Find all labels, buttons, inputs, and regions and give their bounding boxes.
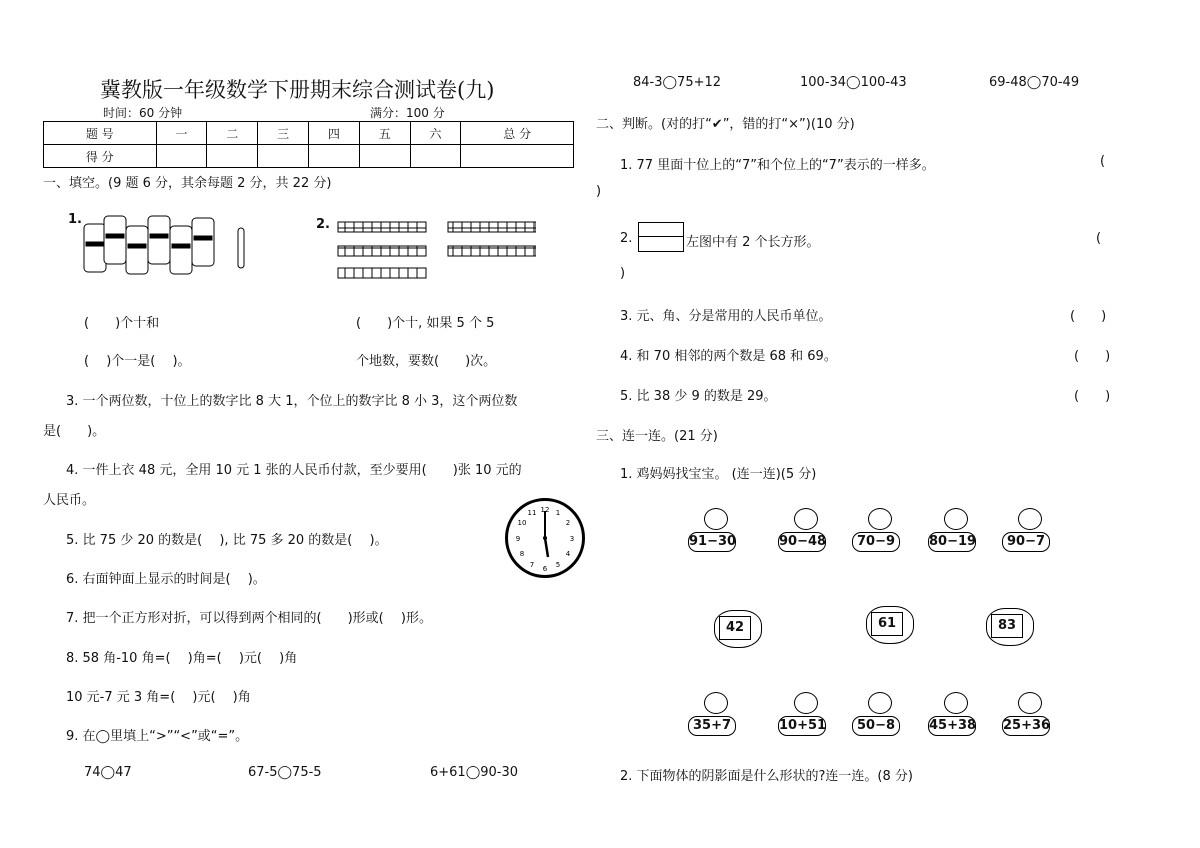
svg-text:8: 8 xyxy=(519,550,525,558)
chick-icon xyxy=(1018,692,1042,714)
single-stick xyxy=(238,228,244,268)
section-2-heading: 二、判断。(对的打“✔”，错的打“×”)(10 分) xyxy=(596,117,855,132)
chick-icon xyxy=(704,508,728,530)
chick-icon xyxy=(794,692,818,714)
judge-q1-paren-close[interactable]: ) xyxy=(596,184,602,199)
page-title: 冀教版一年级数学下册期末综合测试卷(九) xyxy=(100,78,495,102)
rectangle-divider xyxy=(639,236,683,237)
chick-card[interactable] xyxy=(778,508,830,554)
q2-line-b: 个地数，要数( )次。 xyxy=(356,354,497,369)
judge-q4-answer[interactable]: ( ) xyxy=(1074,349,1111,364)
chick-card[interactable] xyxy=(852,508,904,554)
hen-card[interactable] xyxy=(858,596,918,646)
chick-icon xyxy=(1018,508,1042,530)
chick-icon xyxy=(794,508,818,530)
score-input-cell[interactable] xyxy=(156,145,207,168)
q9-compare-item[interactable]: 84-3◯75+12 xyxy=(633,75,722,90)
judge-q2-number: 2. xyxy=(620,231,633,246)
svg-text:4: 4 xyxy=(565,550,571,558)
section-1-heading: 一、填空。(9 题 6 分，其余每题 2 分，共 22 分) xyxy=(43,176,332,191)
chick-expression: 91−30 xyxy=(688,532,736,552)
q2-line-a: ( )个十, 如果 5 个 5 xyxy=(356,316,495,331)
chick-expression: 90−7 xyxy=(1002,532,1050,552)
score-table-cell: 题 号 xyxy=(44,122,157,145)
svg-text:10: 10 xyxy=(517,519,527,527)
score-table-cell: 三 xyxy=(258,122,309,145)
svg-text:11: 11 xyxy=(527,509,537,517)
score-table-cell: 四 xyxy=(308,122,359,145)
score-table-header-row xyxy=(44,122,574,145)
score-input-cell[interactable] xyxy=(359,145,410,168)
score-input-cell[interactable] xyxy=(461,145,574,168)
score-table-score-row xyxy=(44,145,574,168)
chick-icon xyxy=(868,692,892,714)
score-table-cell: 得 分 xyxy=(44,145,157,168)
q9-compare-item[interactable]: 74◯47 xyxy=(84,765,132,780)
q9-compare-item[interactable]: 6+61◯90-30 xyxy=(430,765,519,780)
exam-time: 时间：60 分钟 xyxy=(103,106,183,120)
judge-q2-text: 左图中有 2 个长方形。 xyxy=(686,235,820,250)
judge-q5-answer[interactable]: ( ) xyxy=(1074,389,1111,404)
q4-line-a: 4. 一件上衣 48 元，全用 10 元 1 张的人民币付款，至少要用( )张 10 元的 xyxy=(66,463,522,478)
match-q1-text: 1. 鸡妈妈找宝宝。 (连一连)(5 分) xyxy=(620,467,817,482)
chick-card[interactable] xyxy=(928,692,980,738)
judge-q1-paren-open[interactable]: ( xyxy=(1100,154,1106,169)
stick-bundle-6 xyxy=(192,218,214,266)
score-table-cell: 一 xyxy=(156,122,207,145)
hen-number: 61 xyxy=(871,612,903,636)
chick-card[interactable] xyxy=(778,692,830,738)
score-input-cell[interactable] xyxy=(308,145,359,168)
section-3-heading: 三、连一连。(21 分) xyxy=(596,429,718,444)
match-q2-text: 2. 下面物体的阴影面是什么形状的?连一连。(8 分) xyxy=(620,769,913,784)
bundles-of-sticks-image xyxy=(80,212,250,287)
svg-text:7: 7 xyxy=(529,561,535,569)
chick-expression: 35+7 xyxy=(688,716,736,736)
q9-text: 9. 在◯里填上“>”“<”或“=”。 xyxy=(66,729,249,744)
judge-q1-text: 1. 77 里面十位上的“7”和个位上的“7”表示的一样多。 xyxy=(620,158,935,173)
rectangle-figure xyxy=(638,222,684,252)
stick-bundle-2 xyxy=(104,216,126,264)
chick-card[interactable] xyxy=(688,508,740,554)
svg-text:5: 5 xyxy=(555,561,561,569)
q5-text: 5. 比 75 少 20 的数是( ), 比 75 多 20 的数是( )。 xyxy=(66,533,388,548)
svg-text:3: 3 xyxy=(569,535,575,543)
svg-text:1: 1 xyxy=(555,509,561,517)
chick-expression: 70−9 xyxy=(852,532,900,552)
q3-line-a: 3. 一个两位数，十位上的数字比 8 大 1，个位上的数字比 8 小 3，这个两位数 xyxy=(66,394,518,409)
judge-q3-text: 3. 元、角、分是常用的人民币单位。 xyxy=(620,309,832,324)
chick-card[interactable] xyxy=(852,692,904,738)
q1-line-a: ( )个十和 xyxy=(84,316,160,331)
chick-card[interactable] xyxy=(688,692,740,738)
q7-text: 7. 把一个正方形对折，可以得到两个相同的( )形或( )形。 xyxy=(66,611,432,626)
stick-bundle-5 xyxy=(170,226,192,274)
chick-icon xyxy=(944,692,968,714)
judge-q2-paren-open[interactable]: ( xyxy=(1096,231,1102,246)
q1-number: 1. xyxy=(68,212,82,227)
hen-number: 83 xyxy=(991,614,1023,638)
stick-bundle-1 xyxy=(84,224,106,272)
chick-expression: 80−19 xyxy=(928,532,976,552)
chick-expression: 90−48 xyxy=(778,532,826,552)
score-input-cell[interactable] xyxy=(207,145,258,168)
stick-bundle-3 xyxy=(126,226,148,274)
hen-card[interactable] xyxy=(706,600,766,650)
chick-expression: 50−8 xyxy=(852,716,900,736)
judge-q2-paren-close[interactable]: ) xyxy=(620,266,626,281)
svg-text:6: 6 xyxy=(542,565,548,573)
hen-card[interactable] xyxy=(978,598,1038,648)
chick-card[interactable] xyxy=(1002,508,1054,554)
chick-expression: 45+38 xyxy=(928,716,976,736)
hen-number: 42 xyxy=(719,616,751,640)
q9-compare-item[interactable]: 67-5◯75-5 xyxy=(248,765,322,780)
chick-card[interactable] xyxy=(928,508,980,554)
judge-q4-text: 4. 和 70 相邻的两个数是 68 和 69。 xyxy=(620,349,837,364)
score-table-cell: 总 分 xyxy=(461,122,574,145)
q1-line-b: ( )个一是( )。 xyxy=(84,354,191,369)
svg-text:2: 2 xyxy=(565,519,571,527)
judge-q3-answer[interactable]: ( ) xyxy=(1070,309,1107,324)
chick-expression: 10+51 xyxy=(778,716,826,736)
q3-line-b: 是( )。 xyxy=(43,424,106,439)
ten-block-row-2 xyxy=(338,246,536,256)
clock-face-image xyxy=(505,498,585,578)
q9-compare-item[interactable]: 69-48◯70-49 xyxy=(989,75,1080,90)
score-table xyxy=(43,121,574,168)
q8-line-a: 8. 58 角-10 角=( )角=( )元( )角 xyxy=(66,651,298,666)
exam-full-score: 满分：100 分 xyxy=(370,106,445,120)
q6-text: 6. 右面钟面上显示的时间是( )。 xyxy=(66,572,266,587)
chick-card[interactable] xyxy=(1002,692,1054,738)
score-table-cell: 五 xyxy=(359,122,410,145)
svg-text:12: 12 xyxy=(540,506,550,514)
stick-bundle-4 xyxy=(148,216,170,264)
ten-blocks-image xyxy=(336,218,536,284)
chick-icon xyxy=(868,508,892,530)
q9-compare-item[interactable]: 100-34◯100-43 xyxy=(800,75,907,90)
judge-q5-text: 5. 比 38 少 9 的数是 29。 xyxy=(620,389,777,404)
score-table-cell: 六 xyxy=(410,122,461,145)
chick-expression: 25+36 xyxy=(1002,716,1050,736)
score-input-cell[interactable] xyxy=(258,145,309,168)
score-table-cell: 二 xyxy=(207,122,258,145)
chick-icon xyxy=(704,692,728,714)
clock-hour-hand xyxy=(545,538,548,557)
ten-block-row-1 xyxy=(338,222,536,232)
svg-text:9: 9 xyxy=(515,535,521,543)
q2-number: 2. xyxy=(316,217,330,232)
ten-block-row-3 xyxy=(338,268,426,278)
chick-icon xyxy=(944,508,968,530)
score-input-cell[interactable] xyxy=(410,145,461,168)
q4-line-b: 人民币。 xyxy=(43,493,96,508)
q8-line-b: 10 元-7 元 3 角=( )元( )角 xyxy=(66,690,251,705)
